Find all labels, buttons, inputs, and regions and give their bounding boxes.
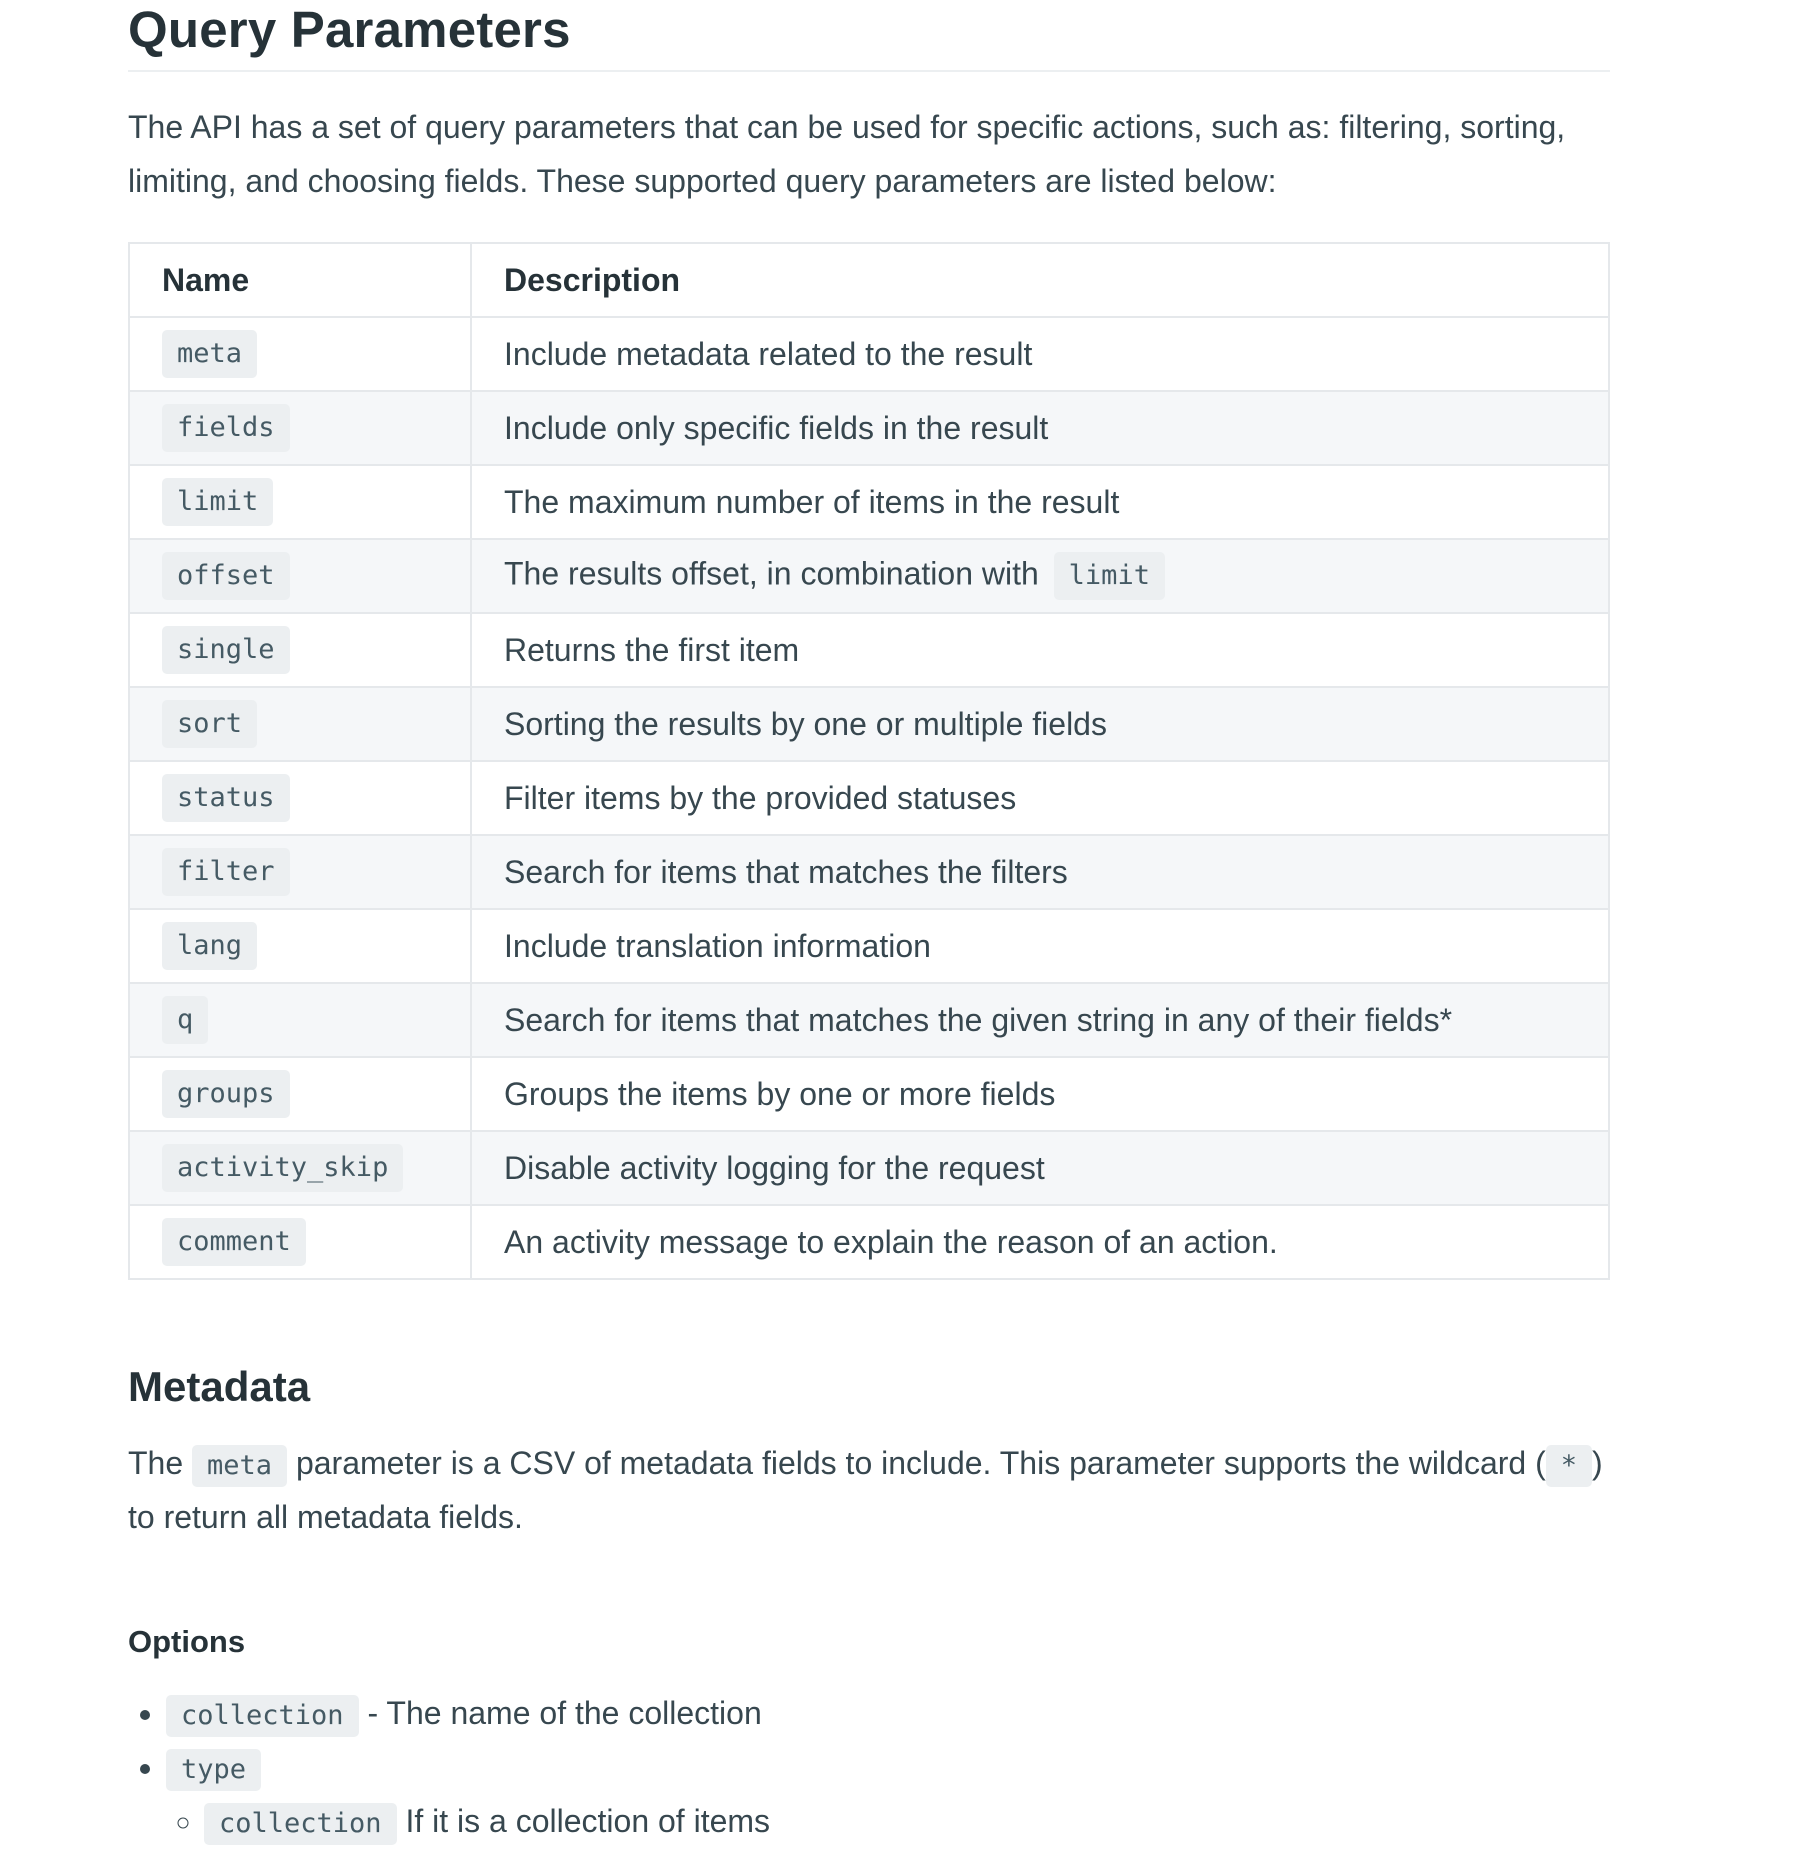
metadata-paragraph [128,1436,1610,1544]
column-header-description: Description [471,243,1609,317]
param-description-cell [471,539,1609,613]
option-description: - The name of the collection [367,1695,762,1731]
param-description-cell [471,687,1609,761]
table-body [129,317,1609,1279]
option-description: If it is a collection of items [405,1803,771,1839]
page-title: Query Parameters [128,0,1610,72]
table-row [129,539,1609,613]
param-name-code: offset [162,552,290,600]
param-description: Returns the first item [504,631,800,668]
metadata-text-middle: parameter is a CSV of metadata fields to include. This parameter supports the wildcard ( [295,1445,1546,1481]
param-name-code: sort [162,700,257,748]
list-item [166,1740,1610,1848]
param-description: An activity message to explain the reason of an action. [504,1223,1278,1260]
options-sub-list [166,1794,1610,1848]
param-name-code: groups [162,1070,290,1118]
param-description: The maximum number of items in the result [504,483,1120,520]
table-header-row [129,243,1609,317]
param-name-cell [129,539,471,613]
param-description-cell [471,465,1609,539]
param-name-cell [129,1057,471,1131]
param-description-cell [471,909,1609,983]
param-description-cell [471,1205,1609,1279]
param-description-cell [471,1057,1609,1131]
param-description-cell [471,761,1609,835]
param-description: The results offset, in combination with [504,555,1039,592]
metadata-text-before: The [128,1445,184,1481]
options-list [128,1686,1610,1848]
param-name-cell [129,983,471,1057]
param-name-cell [129,465,471,539]
param-name-cell [129,391,471,465]
table-row [129,1205,1609,1279]
param-description-cell [471,317,1609,391]
inline-code-option: collection [166,1695,359,1737]
param-description-cell [471,613,1609,687]
param-description-cell [471,835,1609,909]
table-row [129,317,1609,391]
param-name-cell [129,317,471,391]
column-header-name: Name [129,243,471,317]
table-row [129,1131,1609,1205]
inline-code-wildcard: * [1546,1445,1592,1487]
table-row [129,983,1609,1057]
param-description-cell [471,1131,1609,1205]
list-item [166,1686,1610,1740]
param-name-code: status [162,774,290,822]
param-description-cell [471,983,1609,1057]
param-description: Groups the items by one or more fields [504,1075,1056,1112]
param-description: Sorting the results by one or multiple fields [504,705,1107,742]
doc-page [128,0,1610,1848]
table-row [129,761,1609,835]
param-name-cell [129,761,471,835]
inline-code-option: collection [204,1803,397,1845]
table-row [129,835,1609,909]
param-name-code: activity_skip [162,1144,403,1192]
param-name-cell [129,687,471,761]
param-description: Include translation information [504,927,931,964]
list-item [204,1794,1610,1848]
param-name-code: q [162,996,208,1044]
param-description: Search for items that matches the filters [504,853,1068,890]
inline-code-option: type [166,1749,261,1791]
options-heading: Options [128,1624,246,1659]
inline-code-meta: meta [192,1445,287,1487]
table-row [129,391,1609,465]
param-name-cell [129,835,471,909]
param-description: Filter items by the provided statuses [504,779,1017,816]
param-name-code: meta [162,330,257,378]
param-description: Include metadata related to the result [504,335,1033,372]
metadata-text-after: ) to return all metadata fields. [128,1445,1603,1535]
intro-paragraph: The API has a set of query parameters that can be used for specific actions, such as: filtering, sorting, limiting, and choosing fields. These supported query parameters are listed below: [128,109,1566,199]
param-name-code: single [162,626,290,674]
param-name-code: comment [162,1218,306,1266]
param-name-cell [129,613,471,687]
table-row [129,613,1609,687]
param-name-code: limit [162,478,273,526]
param-name-code: fields [162,404,290,452]
query-parameters-table [128,242,1610,1280]
param-description: Include only specific fields in the result [504,409,1049,446]
param-name-code: filter [162,848,290,896]
param-description: Search for items that matches the given string in any of their fields* [504,1001,1453,1038]
table-row [129,687,1609,761]
inline-code-description: limit [1054,552,1165,600]
table-row [129,465,1609,539]
param-description-cell [471,391,1609,465]
table-row [129,1057,1609,1131]
metadata-heading: Metadata [128,1363,311,1410]
table-row [129,909,1609,983]
param-name-code: lang [162,922,257,970]
param-name-cell [129,1205,471,1279]
param-name-cell [129,909,471,983]
param-name-cell [129,1131,471,1205]
param-description: Disable activity logging for the request [504,1149,1045,1186]
